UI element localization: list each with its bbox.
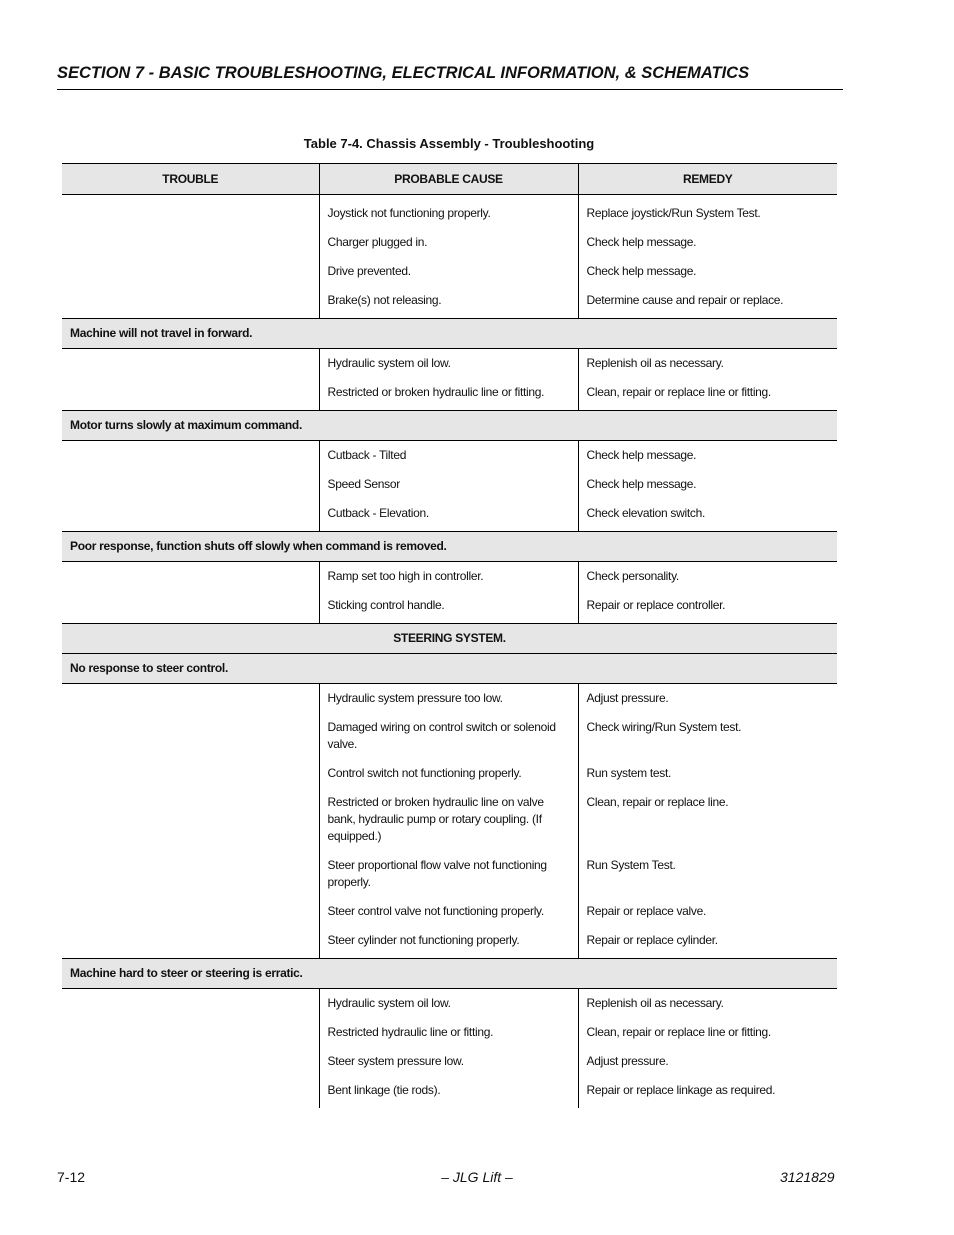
trouble-empty-cell (62, 989, 319, 1019)
probable-cause-cell: Speed Sensor (319, 470, 578, 499)
remedy-cell: Repair or replace linkage as required. (578, 1076, 837, 1108)
probable-cause-cell: Steer control valve not functioning properly. (319, 897, 578, 926)
probable-cause-cell: Joystick not functioning properly. (319, 199, 578, 228)
remedy-cell: Replenish oil as necessary. (578, 349, 837, 379)
remedy-cell: Replace joystick/Run System Test. (578, 199, 837, 228)
probable-cause-cell: Ramp set too high in controller. (319, 562, 578, 592)
trouble-empty-cell (62, 349, 319, 379)
trouble-row (62, 411, 837, 441)
probable-cause-cell: Hydraulic system pressure too low. (319, 684, 578, 714)
remedy-cell: Repair or replace cylinder. (578, 926, 837, 959)
remedy-cell: Check help message. (578, 470, 837, 499)
probable-cause-cell: Brake(s) not releasing. (319, 286, 578, 319)
probable-cause-cell: Hydraulic system oil low. (319, 349, 578, 379)
trouble-empty-cell (62, 851, 319, 897)
table-row (62, 1018, 837, 1047)
remedy-cell: Clean, repair or replace line. (578, 788, 837, 851)
table-row (62, 788, 837, 851)
probable-cause-cell: Sticking control handle. (319, 591, 578, 624)
remedy-cell: Check help message. (578, 441, 837, 471)
table-row (62, 470, 837, 499)
probable-cause-cell: Damaged wiring on control switch or solenoid valve. (319, 713, 578, 759)
trouble-cell: Machine will not travel in forward. (62, 319, 837, 349)
remedy-cell: Check personality. (578, 562, 837, 592)
trouble-empty-cell (62, 378, 319, 411)
remedy-cell: Adjust pressure. (578, 1047, 837, 1076)
trouble-empty-cell (62, 1018, 319, 1047)
column-header-probable-cause: PROBABLE CAUSE (319, 164, 578, 195)
table-row (62, 257, 837, 286)
section-header: SECTION 7 - BASIC TROUBLESHOOTING, ELECTRICAL INFORMATION, & SCHEMATICS (57, 64, 750, 82)
trouble-row (62, 624, 837, 654)
table-header-row (62, 164, 837, 195)
probable-cause-cell: Charger plugged in. (319, 228, 578, 257)
trouble-empty-cell (62, 759, 319, 788)
remedy-cell: Run System Test. (578, 851, 837, 897)
trouble-row (62, 959, 837, 989)
probable-cause-cell: Restricted hydraulic line or fitting. (319, 1018, 578, 1047)
table-row (62, 1076, 837, 1108)
probable-cause-cell: Hydraulic system oil low. (319, 989, 578, 1019)
table-title: Table 7-4. Chassis Assembly - Troubleshooting (303, 136, 595, 151)
remedy-cell: Repair or replace valve. (578, 897, 837, 926)
table-row (62, 499, 837, 532)
probable-cause-cell: Steer system pressure low. (319, 1047, 578, 1076)
probable-cause-cell: Steer proportional flow valve not functioning properly. (319, 851, 578, 897)
table-row (62, 851, 837, 897)
trouble-row (62, 319, 837, 349)
table-row (62, 228, 837, 257)
trouble-cell: Poor response, function shuts off slowly when command is removed. (62, 532, 837, 562)
trouble-empty-cell (62, 591, 319, 624)
probable-cause-cell: Restricted or broken hydraulic line or fitting. (319, 378, 578, 411)
table-row (62, 684, 837, 714)
probable-cause-cell: Steer cylinder not functioning properly. (319, 926, 578, 959)
trouble-empty-cell (62, 1047, 319, 1076)
probable-cause-cell: Cutback - Tilted (319, 441, 578, 471)
trouble-empty-cell (62, 713, 319, 759)
trouble-empty-cell (62, 1076, 319, 1108)
footer-publisher: – JLG Lift – (441, 1169, 513, 1185)
table-row (62, 199, 837, 228)
table-row (62, 1047, 837, 1076)
table-row (62, 759, 837, 788)
table-row (62, 591, 837, 624)
probable-cause-cell: Cutback - Elevation. (319, 499, 578, 532)
table-row (62, 713, 837, 759)
table-row (62, 349, 837, 379)
trouble-cell: STEERING SYSTEM. (62, 624, 837, 654)
remedy-cell: Check elevation switch. (578, 499, 837, 532)
header-rule (57, 89, 843, 90)
remedy-cell: Check help message. (578, 228, 837, 257)
probable-cause-cell: Bent linkage (tie rods). (319, 1076, 578, 1108)
trouble-empty-cell (62, 199, 319, 228)
table-row (62, 926, 837, 959)
trouble-cell: Motor turns slowly at maximum command. (62, 411, 837, 441)
trouble-empty-cell (62, 562, 319, 592)
document-number: 3121829 (780, 1169, 835, 1185)
remedy-cell: Check help message. (578, 257, 837, 286)
trouble-row (62, 654, 837, 684)
remedy-cell: Replenish oil as necessary. (578, 989, 837, 1019)
trouble-empty-cell (62, 684, 319, 714)
table-row (62, 562, 837, 592)
probable-cause-cell: Control switch not functioning properly. (319, 759, 578, 788)
table-row (62, 989, 837, 1019)
trouble-empty-cell (62, 499, 319, 532)
probable-cause-cell: Drive prevented. (319, 257, 578, 286)
remedy-cell: Clean, repair or replace line or fitting. (578, 378, 837, 411)
trouble-empty-cell (62, 286, 319, 319)
probable-cause-cell: Restricted or broken hydraulic line on valve bank, hydraulic pump or rotary coupling. (If equipped.) (319, 788, 578, 851)
trouble-cell: Machine hard to steer or steering is erratic. (62, 959, 837, 989)
troubleshooting-table (62, 163, 837, 1108)
remedy-cell: Adjust pressure. (578, 684, 837, 714)
trouble-empty-cell (62, 926, 319, 959)
trouble-empty-cell (62, 228, 319, 257)
remedy-cell: Clean, repair or replace line or fitting. (578, 1018, 837, 1047)
table-body (62, 195, 837, 1109)
trouble-empty-cell (62, 788, 319, 851)
column-header-trouble: TROUBLE (62, 164, 319, 195)
table-row (62, 286, 837, 319)
remedy-cell: Run system test. (578, 759, 837, 788)
trouble-empty-cell (62, 470, 319, 499)
trouble-cell: No response to steer control. (62, 654, 837, 684)
remedy-cell: Determine cause and repair or replace. (578, 286, 837, 319)
trouble-empty-cell (62, 441, 319, 471)
page-number: 7-12 (57, 1169, 86, 1185)
trouble-empty-cell (62, 897, 319, 926)
column-header-remedy: REMEDY (578, 164, 837, 195)
table-row (62, 441, 837, 471)
table-row (62, 378, 837, 411)
table-row (62, 897, 837, 926)
trouble-row (62, 532, 837, 562)
remedy-cell: Repair or replace controller. (578, 591, 837, 624)
trouble-empty-cell (62, 257, 319, 286)
remedy-cell: Check wiring/Run System test. (578, 713, 837, 759)
